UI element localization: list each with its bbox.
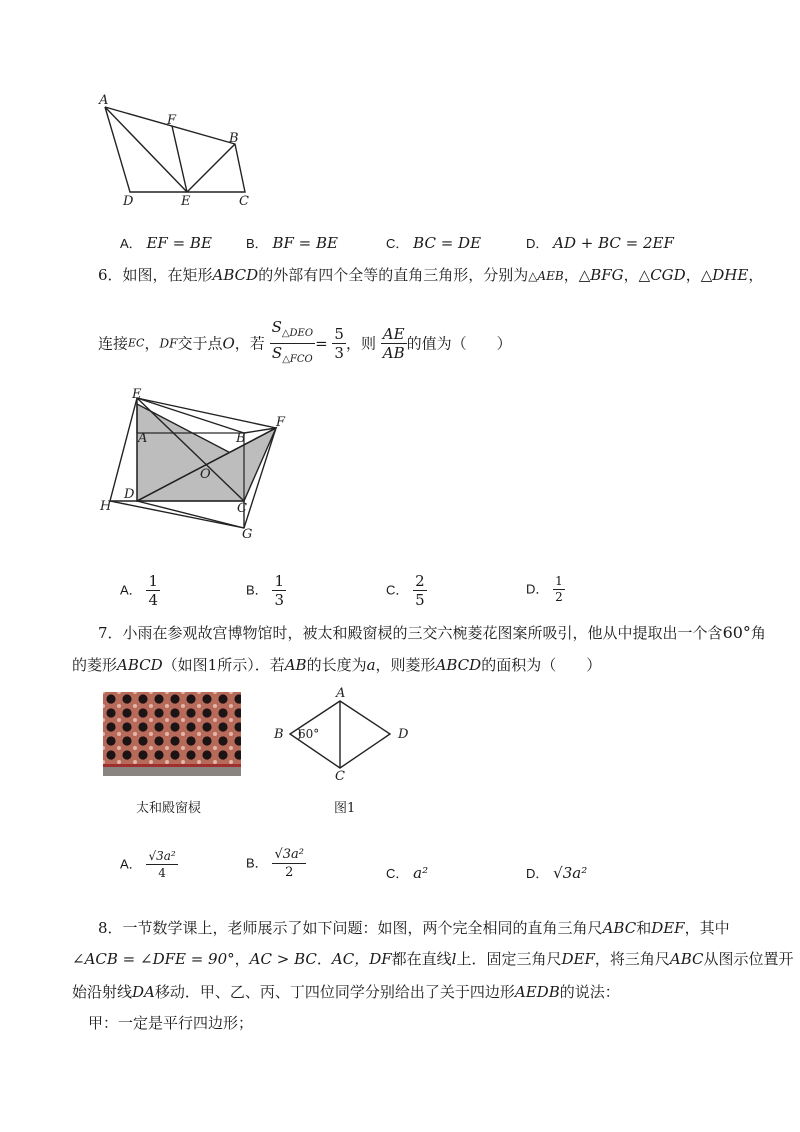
q8-line1 (98, 917, 730, 939)
q6-option-a (120, 572, 160, 609)
q6-triangle: △BFG (578, 266, 624, 284)
q7-rhombus: ABCD (435, 656, 482, 674)
q7-option-c (386, 862, 428, 885)
option-letter: D． (526, 236, 549, 251)
q7-angle: 60° (722, 623, 751, 642)
q7-text: （如图1所示）．若 (162, 656, 285, 674)
q6-text: 交于点 (177, 334, 223, 353)
q5-label-e: E (181, 194, 191, 209)
q5-option-a (120, 232, 212, 255)
q5-option-c (386, 232, 481, 255)
q5-label-b: B (229, 131, 239, 146)
q8-def: DEF (651, 919, 685, 937)
photo-caption: 太和殿窗棂 (136, 801, 202, 816)
q6-option-c (386, 572, 427, 609)
q7-ab: AB (284, 656, 307, 674)
q8-line-l: l (451, 950, 457, 968)
q6-eq: = (315, 334, 328, 353)
q8-abc: ABC (602, 919, 637, 937)
q6-line1 (98, 264, 763, 287)
q6-ratio-value (332, 325, 346, 362)
q7-text: 的长度为 (306, 656, 367, 674)
q7-line1 (98, 622, 766, 644)
option-text: BC = DE (413, 234, 482, 252)
q8-text: 都在直线 (391, 950, 452, 968)
option-letter: B． (246, 855, 268, 871)
q6-ratio-num-sub: △DEO (281, 328, 314, 339)
q6-sep: ， (563, 266, 579, 284)
q8-line4: 甲：一定是平行四边形； (88, 1014, 254, 1032)
q6-label-c: C (237, 501, 247, 516)
q8-def: DEF (561, 950, 595, 968)
option-letter: A． (120, 582, 142, 598)
q8-ineq: AC > BC (249, 950, 317, 968)
q7-line2 (72, 654, 601, 676)
q6-triangle: △DHE (700, 266, 749, 284)
q6-text: ，则 (345, 334, 376, 353)
option-fraction (272, 572, 286, 609)
q7-text: ，则菱形 (375, 656, 436, 674)
option-letter: B． (246, 236, 268, 251)
option-num: 1 (148, 572, 158, 590)
q6-label-f: F (276, 415, 286, 430)
q6-sep: ， (623, 266, 639, 284)
q8-text: 移动．甲、乙、丙、丁四位同学分别给出了关于四边形 (154, 983, 515, 1001)
option-num: 1 (555, 574, 563, 588)
figure-caption: 图1 (334, 801, 356, 816)
q7-text: 7．小雨在参观故宫博物馆时，被太和殿窗棂的三交六椀菱花图案所吸引，他从中提取出一个含 (98, 624, 723, 642)
q6-label-b: B (236, 431, 246, 446)
q7-text: 的面积为（ ） (481, 656, 602, 674)
option-letter: D． (526, 866, 549, 881)
q8-segments: AC，DF (331, 950, 392, 968)
q7-option-d (526, 862, 587, 885)
q6-question-fraction (381, 325, 407, 362)
q6-ec: EC (128, 336, 145, 350)
q8-text: 上．固定三角尺 (456, 950, 562, 968)
q6-label-h: H (100, 499, 112, 514)
q7-label-d: D (398, 727, 409, 742)
q8-abc: ABC (669, 950, 704, 968)
q8-text: 8．一节数学课上，老师展示了如下问题：如图，两个完全相同的直角三角尺 (98, 919, 603, 937)
q6-ratio-value-num: 5 (334, 325, 344, 343)
q6-ratio-num: S (271, 318, 282, 336)
q8-text: 和 (636, 919, 652, 937)
q5-label-a: A (99, 93, 109, 108)
q6-label-o: O (200, 467, 211, 482)
q8-angle-eq: ∠ACB = ∠DFE = 90° (72, 950, 235, 968)
window-lattice-photo (103, 692, 241, 776)
option-den: 3 (274, 591, 284, 609)
q6-text: 的值为（ ） (406, 334, 512, 353)
q6-label-e: E (132, 388, 142, 402)
q8-text: ，其中 (684, 919, 730, 937)
option-fraction (146, 572, 160, 609)
option-text: √3a² (553, 864, 588, 882)
option-letter: D． (526, 581, 549, 597)
q6-o: O (222, 334, 235, 353)
q5-option-b (246, 232, 338, 255)
q7-text: 角 (750, 624, 766, 642)
q6-text: 连接 (98, 334, 129, 353)
q6-text: 的外部有四个全等的直角三角形，分别为 (258, 266, 529, 284)
option-fraction (553, 574, 565, 605)
q6-figure (96, 388, 296, 543)
q6-q-den: AB (382, 344, 405, 362)
q7-a: a (366, 656, 376, 674)
q8-text: 始沿射线 (72, 983, 133, 1001)
q5-label-f: F (167, 113, 177, 128)
option-den: 5 (415, 591, 425, 609)
q8-line2 (72, 948, 794, 970)
q5-figure (95, 92, 265, 212)
q6-text: 6．如图，在矩形 (98, 266, 213, 284)
option-letter: C． (386, 236, 409, 251)
q7-text: 的菱形 (72, 656, 118, 674)
q6-option-d (526, 574, 565, 605)
option-letter: B． (246, 582, 268, 598)
q7-label-a: A (336, 686, 346, 701)
option-num: 1 (274, 572, 284, 590)
q7-label-b: B (274, 727, 284, 742)
q6-text: ， (144, 334, 160, 353)
option-text: a² (413, 864, 429, 882)
q7-label-c: C (335, 769, 345, 784)
q6-sep: ， (685, 266, 701, 284)
q8-da: DA (132, 983, 155, 1001)
q6-triangle: △CGD (638, 266, 686, 284)
q6-ratio-value-den: 3 (334, 344, 344, 362)
option-letter: C． (386, 582, 409, 598)
q5-label-c: C (239, 194, 249, 209)
option-letter: A． (120, 856, 142, 872)
q6-q-num: AE (381, 325, 407, 344)
q8-text: ，将三角尺 (594, 950, 670, 968)
q5-option-d (526, 232, 674, 255)
option-fraction (413, 572, 427, 609)
option-letter: A． (120, 236, 142, 251)
option-num: 2 (415, 572, 425, 590)
q5-label-d: D (123, 194, 134, 209)
option-letter: C． (386, 866, 409, 881)
q6-line2 (98, 318, 512, 369)
option-text: EF = BE (146, 234, 212, 252)
q6-label-a: A (138, 431, 148, 446)
q6-label-d: D (124, 487, 135, 502)
q6-df: DF (159, 336, 178, 351)
q7-rhombus-figure (268, 684, 418, 784)
q7-angle-label: 60° (298, 727, 320, 741)
option-fraction: $\frac{\text{√3a²}}{4}$ (148, 849, 176, 880)
q7-option-a (120, 848, 178, 881)
q8-text: ． (316, 950, 332, 968)
q7-rhombus: ABCD (117, 656, 163, 674)
q6-ratio-fraction (270, 318, 316, 369)
q6-option-b (246, 572, 286, 609)
q6-sep: ， (748, 266, 764, 284)
option-den: 2 (555, 590, 563, 604)
q8-text: ， (234, 950, 250, 968)
q6-label-g: G (242, 527, 253, 542)
option-fraction: $\frac{\text{√3a²}}{2}$ (274, 847, 304, 880)
q8-text: 的说法： (559, 983, 620, 1001)
q6-rect-name: ABCD (212, 266, 259, 284)
q6-triangle: △AEB (528, 269, 564, 283)
q6-ratio-den: S (271, 344, 283, 362)
q8-line3 (72, 981, 620, 1003)
q6-text: ，若 (234, 334, 265, 353)
option-text: BF = BE (272, 234, 338, 252)
q8-aedb: AEDB (514, 983, 560, 1001)
option-den: 4 (148, 591, 158, 609)
q6-ratio-den-sub: △FCO (282, 354, 313, 365)
q8-text: 从图示位置开 (703, 950, 794, 968)
option-text: AD + BC = 2EF (553, 234, 674, 252)
q7-option-b (246, 846, 306, 881)
